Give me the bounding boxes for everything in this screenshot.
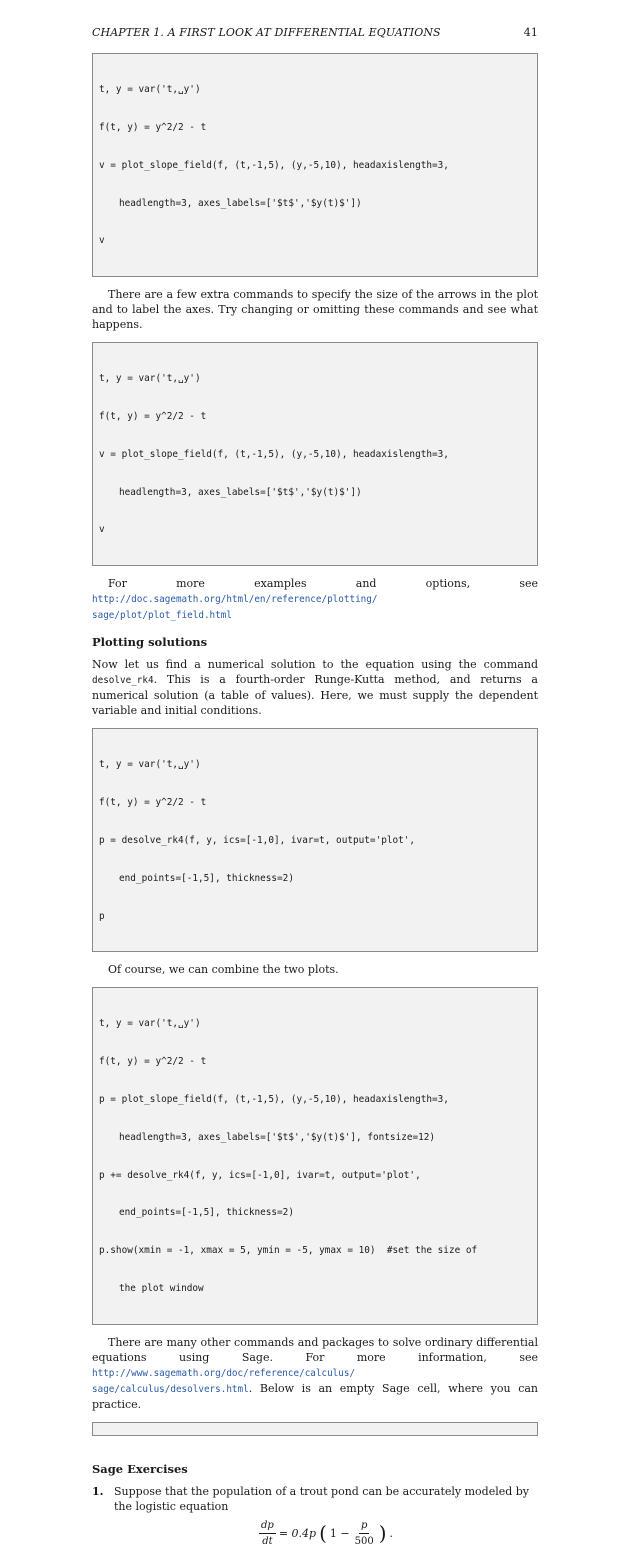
- equation-term: 1 −: [329, 1526, 350, 1540]
- code-line: t, y = var('t,␣y'): [99, 1018, 201, 1030]
- paragraph-text: Now let us find a numerical solution to the equation using the command: [92, 658, 538, 672]
- section-heading: Plotting solutions: [92, 635, 208, 650]
- code-line: p = desolve_rk4(f, y, ics=[-1,0], ivar=t, output='plot',: [99, 834, 416, 846]
- paragraph-text: For more examples and options, see: [108, 577, 538, 591]
- chapter-title: CHAPTER 1. A FIRST LOOK AT DIFFERENTIAL EQUATIONS: [92, 26, 441, 39]
- page-number: 41: [523, 26, 538, 39]
- code-line: t, y = var('t,␣y'): [99, 84, 201, 96]
- equation-period: .: [389, 1526, 393, 1540]
- inline-code: desolve_rk4: [92, 675, 154, 687]
- paragraph-text: . Below is an empty Sage cell, where you can practice.: [92, 1381, 538, 1411]
- code-line: p.show(xmin = -1, xmax = 5, ymin = -5, ymax = 10) #set the size of: [99, 1245, 478, 1257]
- code-line: f(t, y) = y^2/2 - t: [99, 411, 207, 423]
- paren-left: (: [319, 1521, 327, 1546]
- code-line: headlength=3, axes_labels=['$t$','$y(t)$']): [119, 486, 362, 498]
- fraction-denominator: 500: [354, 1535, 374, 1547]
- logistic-equation: [114, 1518, 538, 1549]
- fraction-numerator: p: [359, 1518, 369, 1534]
- code-line: v = plot_slope_field(f, (t,-1,5), (y,-5,10), headaxislength=3,: [99, 448, 449, 460]
- code-cell-1[interactable]: [92, 53, 538, 277]
- reference-link[interactable]: sage/plot/plot_field.html: [92, 610, 232, 622]
- code-line: headlength=3, axes_labels=['$t$','$y(t)$']): [119, 197, 362, 209]
- code-line: f(t, y) = y^2/2 - t: [99, 121, 207, 133]
- code-line: p = plot_slope_field(f, (t,-1,5), (y,-5,10), headaxislength=3,: [99, 1094, 449, 1106]
- section-heading: Sage Exercises: [92, 1461, 188, 1476]
- derivative-fraction: [259, 1518, 276, 1549]
- exercise-item: [92, 1484, 538, 1549]
- code-cell-4[interactable]: [92, 987, 538, 1324]
- reference-link[interactable]: http://doc.sagemath.org/html/en/reference/plotting/: [92, 594, 378, 606]
- code-line: v: [99, 524, 105, 536]
- exercise-body: [114, 1484, 538, 1549]
- code-line: t, y = var('t,␣y'): [99, 759, 201, 771]
- code-line: end_points=[-1,5], thickness=2): [119, 1207, 294, 1219]
- code-line: v: [99, 235, 105, 247]
- paragraph: [92, 657, 538, 718]
- fraction-numerator: dp: [259, 1518, 276, 1534]
- code-line: headlength=3, axes_labels=['$t$','$y(t)$'], fontsize=12): [119, 1131, 436, 1143]
- reference-link[interactable]: http://www.sagemath.org/doc/reference/calculus/: [92, 1367, 356, 1379]
- page: [92, 26, 538, 1549]
- code-line: the plot window: [119, 1282, 204, 1294]
- code-line: t, y = var('t,␣y'): [99, 373, 201, 385]
- code-line: f(t, y) = y^2/2 - t: [99, 1056, 207, 1068]
- paragraph: [92, 576, 538, 623]
- fraction-denominator: dt: [262, 1535, 273, 1547]
- code-line: v = plot_slope_field(f, (t,-1,5), (y,-5,10), headaxislength=3,: [99, 159, 449, 171]
- exercise-number: 1.: [92, 1484, 104, 1498]
- reference-link[interactable]: sage/calculus/desolvers.html: [92, 1383, 249, 1395]
- paren-right: ): [378, 1521, 387, 1546]
- exercise-text: Suppose that the population of a trout pond can be accurately modeled by the logistic equation: [114, 1484, 530, 1513]
- equation-coefficient: = 0.4p: [278, 1526, 317, 1540]
- page-header: [92, 26, 538, 39]
- paragraph-text: . This is a fourth-order Runge-Kutta method, and returns a numerical solution (a table of values). Here, we must supply the dependent variable and initial conditions.: [92, 673, 538, 718]
- empty-sage-cell[interactable]: [92, 1422, 538, 1436]
- code-line: p: [99, 910, 105, 922]
- paragraph-text: There are many other commands and packages to solve ordinary differential equations using Sage. For more information, see: [92, 1335, 538, 1364]
- code-line: end_points=[-1,5], thickness=2): [119, 872, 294, 884]
- ratio-fraction: [353, 1518, 376, 1549]
- code-cell-3[interactable]: [92, 728, 538, 952]
- code-line: p += desolve_rk4(f, y, ics=[-1,0], ivar=t, output='plot',: [99, 1169, 421, 1181]
- paragraph: There are a few extra commands to specify the size of the arrows in the plot and to label the axes. Try changing or omitting these commands and see what happens.: [92, 288, 538, 332]
- paragraph: [92, 1335, 538, 1412]
- code-cell-2[interactable]: [92, 342, 538, 566]
- code-line: f(t, y) = y^2/2 - t: [99, 797, 207, 809]
- paragraph: Of course, we can combine the two plots.: [108, 963, 339, 977]
